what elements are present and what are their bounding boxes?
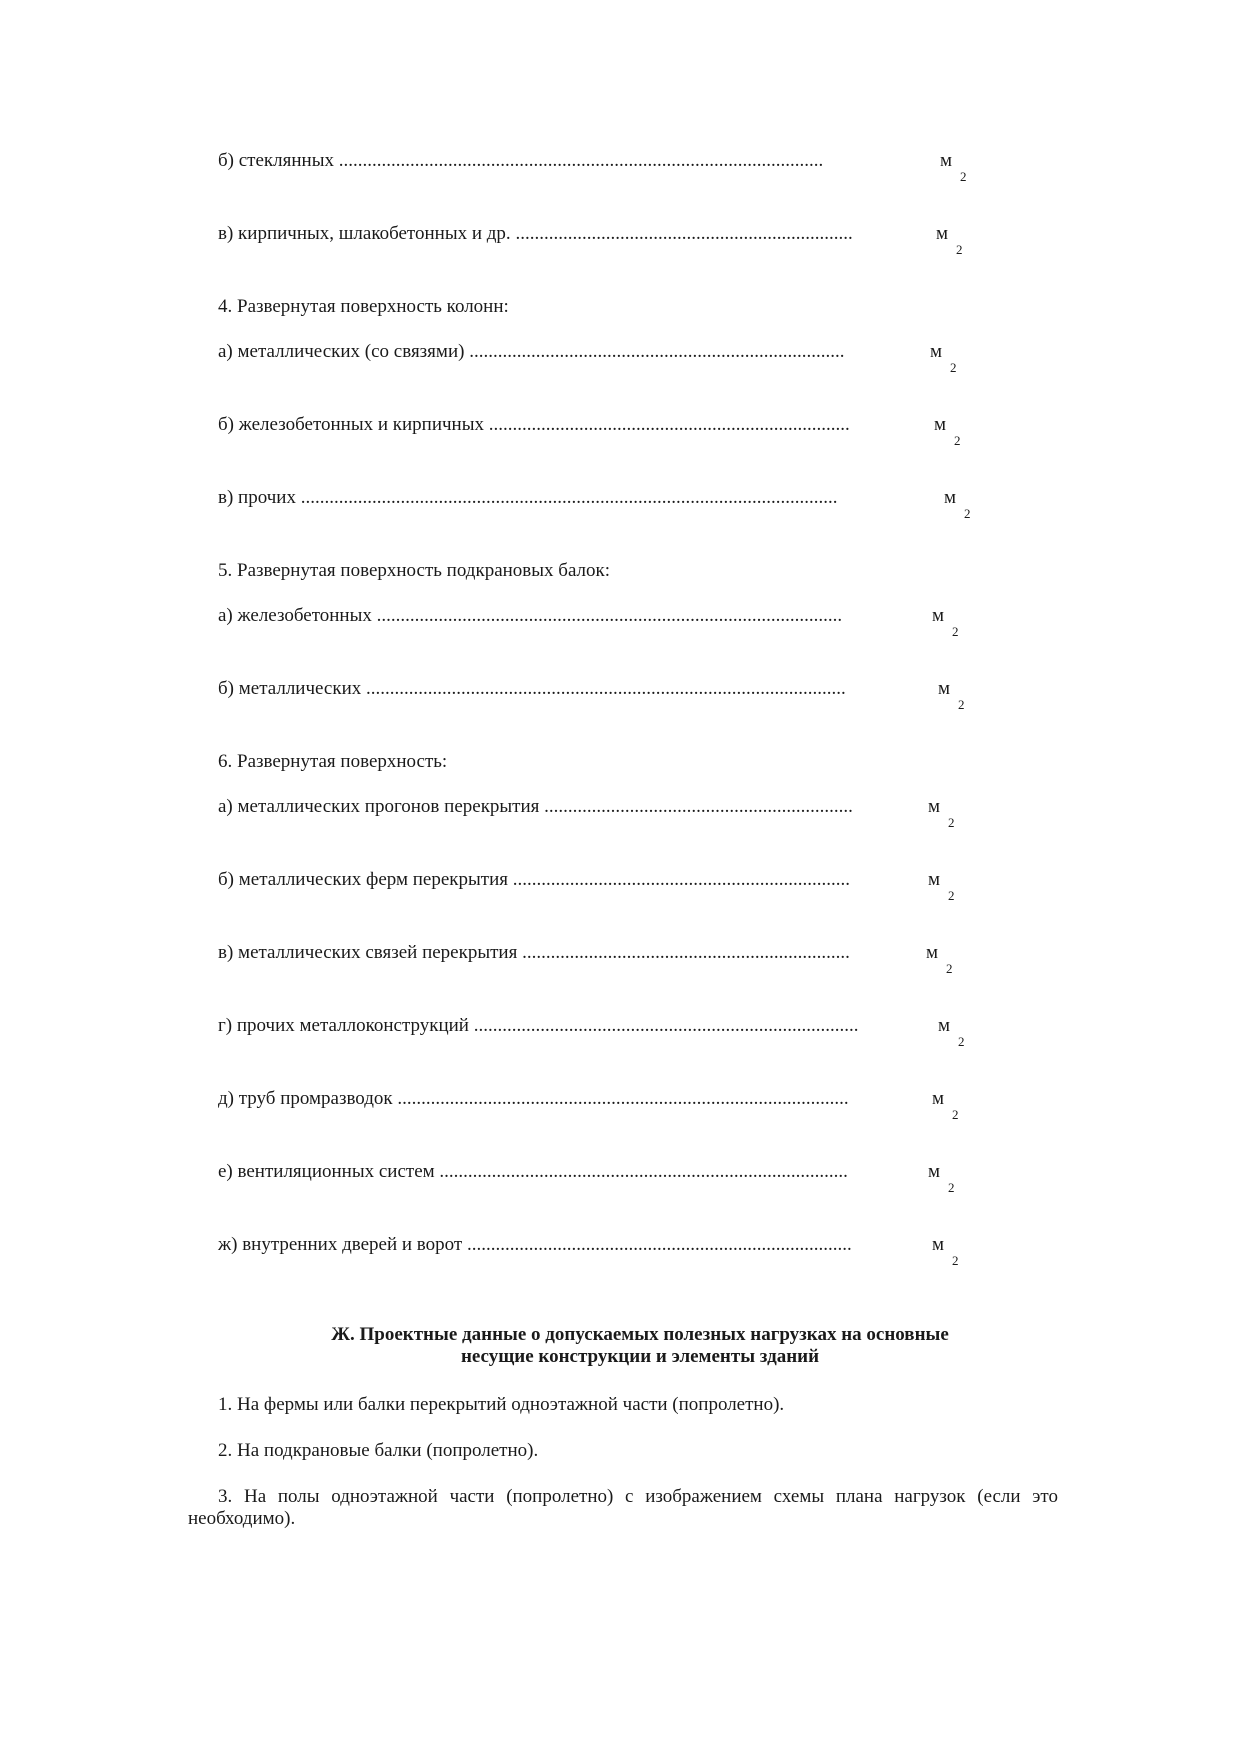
unit-exponent: 2 xyxy=(946,961,953,976)
leader-dots: ..................................................................... xyxy=(522,942,850,963)
list-heading xyxy=(218,296,509,318)
paragraph: 2. На подкрановые балки (попролетно). xyxy=(218,1440,539,1461)
unit-exponent: 2 xyxy=(950,360,957,375)
unit-label: м xyxy=(928,796,941,817)
unit-label: м xyxy=(936,223,949,244)
unit-label: м xyxy=(928,1161,941,1182)
list-heading xyxy=(218,751,447,773)
section-title xyxy=(260,1324,1020,1368)
list-item xyxy=(218,223,853,245)
unit-label: м xyxy=(928,869,941,890)
item-label: в) кирпичных, шлакобетонных и др. xyxy=(218,223,511,244)
unit-exponent: 2 xyxy=(952,624,959,639)
list-item xyxy=(218,1088,849,1110)
item-label: б) железобетонных и кирпичных xyxy=(218,414,484,435)
unit-label: м xyxy=(938,678,951,699)
list-item xyxy=(218,487,837,509)
list-item xyxy=(218,150,823,172)
unit-label: м xyxy=(932,1088,945,1109)
unit-label: м xyxy=(934,414,947,435)
item-label: а) металлических прогонов перекрытия xyxy=(218,796,540,817)
unit-label: м xyxy=(926,942,939,963)
item-label: б) металлических ферм перекрытия xyxy=(218,869,508,890)
unit-exponent: 2 xyxy=(954,433,961,448)
unit-label: м xyxy=(930,341,943,362)
item-label: г) прочих металлоконструкций xyxy=(218,1015,469,1036)
unit-label: м xyxy=(932,605,945,626)
list-item xyxy=(218,1161,848,1183)
paragraph: 3. На полы одноэтажной части (попролетно) с изображением схемы плана нагрузок (если это необходимо). xyxy=(188,1486,1058,1529)
unit-exponent: 2 xyxy=(948,888,955,903)
leader-dots: ..................................................................................................... xyxy=(366,678,846,699)
item-label: 6. Развернутая поверхность: xyxy=(218,751,448,772)
list-item xyxy=(218,869,850,891)
item-label: е) вентиляционных систем xyxy=(218,1161,435,1182)
list-item xyxy=(218,796,853,818)
list-heading xyxy=(218,560,610,582)
leader-dots: ....................................................................... xyxy=(515,223,853,244)
item-label: б) стеклянных xyxy=(218,150,334,171)
unit-label: м xyxy=(940,150,953,171)
item-label: в) прочих xyxy=(218,487,296,508)
unit-exponent: 2 xyxy=(964,506,971,521)
unit-exponent: 2 xyxy=(956,242,963,257)
item-label: б) металлических xyxy=(218,678,362,699)
paragraph: 1. На фермы или балки перекрытий одноэтажной части (попролетно). xyxy=(218,1394,785,1415)
item-label: д) труб промразводок xyxy=(218,1088,393,1109)
leader-dots: ...................................................................................................... xyxy=(338,150,824,171)
leader-dots: ................................................................................. xyxy=(473,1015,859,1036)
unit-label: м xyxy=(938,1015,951,1036)
unit-exponent: 2 xyxy=(960,169,967,184)
leader-dots: ................................................................................. xyxy=(466,1234,852,1255)
list-item xyxy=(218,341,844,363)
list-item xyxy=(218,1015,858,1037)
item-label: в) металлических связей перекрытия xyxy=(218,942,518,963)
list-item xyxy=(218,942,850,964)
item-label: а) металлических (со связями) xyxy=(218,341,465,362)
unit-label: м xyxy=(944,487,957,508)
list-item xyxy=(218,678,846,700)
item-label: 4. Развернутая поверхность колонн: xyxy=(218,296,509,317)
item-label: ж) внутренних дверей и ворот xyxy=(218,1234,463,1255)
section-title-line: Ж. Проектные данные о допускаемых полезных нагрузках на основные xyxy=(331,1324,949,1345)
item-label: 5. Развернутая поверхность подкрановых балок: xyxy=(218,560,611,581)
item-label: а) железобетонных xyxy=(218,605,372,626)
unit-label: м xyxy=(932,1234,945,1255)
unit-exponent: 2 xyxy=(952,1107,959,1122)
leader-dots: ............................................................................ xyxy=(488,414,850,435)
leader-dots: ....................................................................... xyxy=(512,869,850,890)
section-title-line: несущие конструкции и элементы зданий xyxy=(460,1346,820,1367)
unit-exponent: 2 xyxy=(958,697,965,712)
unit-exponent: 2 xyxy=(958,1034,965,1049)
leader-dots: ................................................................. xyxy=(544,796,853,817)
leader-dots: ............................................................................... xyxy=(469,341,845,362)
list-item xyxy=(218,414,850,436)
list-item xyxy=(218,1234,852,1256)
leader-dots: ................................................................................................................. xyxy=(300,487,838,508)
unit-exponent: 2 xyxy=(952,1253,959,1268)
list-item xyxy=(218,605,842,627)
leader-dots: ............................................................................................... xyxy=(397,1088,849,1109)
unit-exponent: 2 xyxy=(948,1180,955,1195)
leader-dots: ...................................................................................... xyxy=(439,1161,848,1182)
leader-dots: .................................................................................................. xyxy=(376,605,843,626)
unit-exponent: 2 xyxy=(948,815,955,830)
